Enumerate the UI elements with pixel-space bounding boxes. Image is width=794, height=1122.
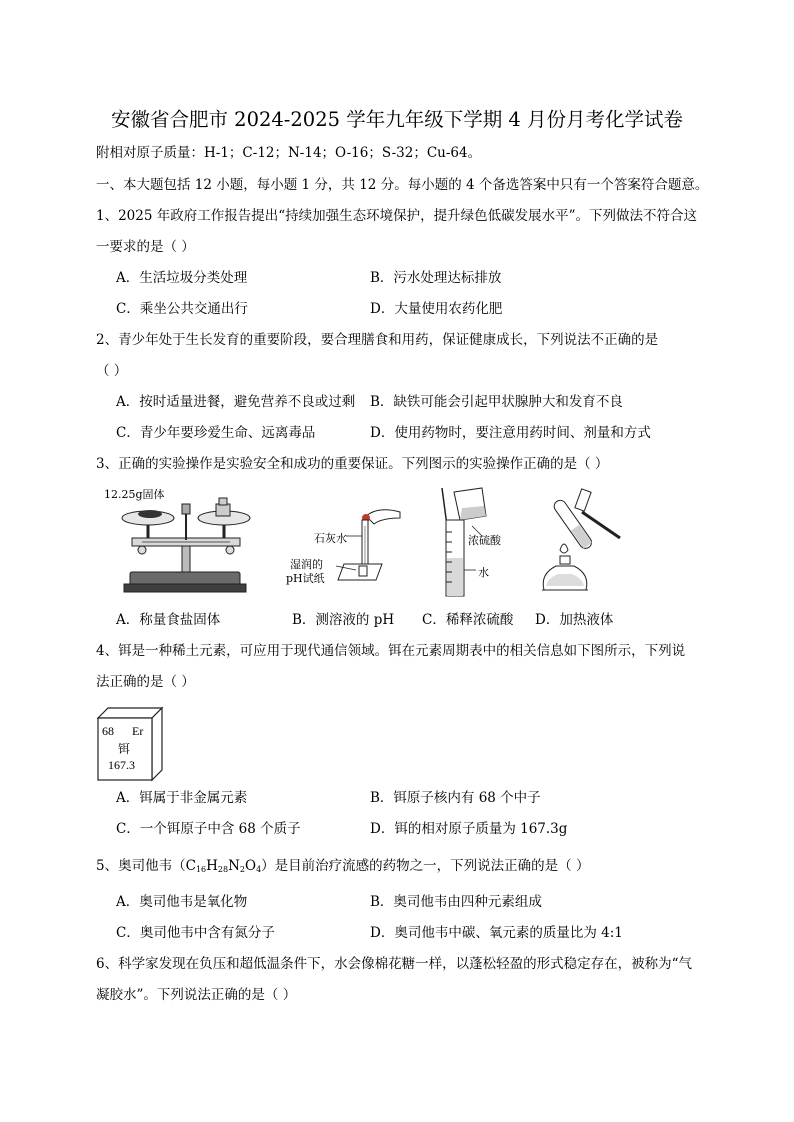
q1-option-a: A．生活垃圾分类处理 (116, 270, 248, 286)
q1-stem-line2: 一要求的是（ ） (96, 239, 195, 255)
balance-illustration (102, 486, 262, 596)
q5-stem-suffix: ）是目前治疗流感的药物之一，下列说法正确的是（ ） (261, 858, 590, 874)
q5-stem-prefix: 5、奥司他韦（ (96, 858, 186, 874)
heating-illustration (534, 486, 624, 598)
formula-n-sub: 2 (239, 865, 245, 874)
q5-option-a: A．奥司他韦是氧化物 (116, 894, 248, 910)
q1-stem-line1: 1、2025 年政府工作报告提出“持续加强生态环境保护，提升绿色低碳发展水平”。下列做法不符合这 (96, 208, 698, 224)
element-name: 铒 (118, 742, 131, 756)
q3-option-c: C．稀释浓硫酸 (422, 612, 514, 628)
q1-option-d: D．大量使用农药化肥 (370, 301, 503, 317)
wet-label: 湿润的 (290, 558, 323, 571)
q2-stem-line2: （ ） (96, 363, 128, 379)
q3-option-d: D．加热液体 (535, 612, 614, 628)
ph-test-figure (282, 494, 412, 590)
q4-option-a: A．铒属于非金属元素 (116, 790, 248, 806)
ph-paper-label: pH试纸 (286, 572, 325, 585)
q3-option-b: B．测溶液的 pH (292, 612, 395, 628)
element-symbol: Er (132, 724, 144, 738)
q2-option-b: B．缺铁可能会引起甲状腺肿大和发育不良 (370, 394, 623, 410)
q2-option-a: A．按时适量进餐，避免营养不良或过剩 (116, 394, 356, 410)
q6-stem-line1: 6、科学家发现在负压和超低温条件下，水会像棉花糖一样，以蓬松轻盈的形式稳定存在，被称为“气 (96, 956, 692, 972)
formula-n: N (228, 858, 240, 874)
q3-option-a: A．称量食盐固体 (116, 612, 221, 628)
q5-option-d: D．奥司他韦中碳、氧元素的质量比为 4:1 (370, 925, 623, 941)
formula-c-sub: 16 (195, 865, 207, 874)
q5-stem-line1 (96, 857, 589, 879)
heating-figure (534, 486, 624, 598)
formula-o-sub: 4 (256, 865, 262, 874)
q4-option-d: D．铒的相对原子质量为 167.3g (370, 821, 568, 837)
element-mass: 167.3 (108, 758, 135, 772)
q1-option-b: B．污水处理达标排放 (370, 270, 502, 286)
water-label: 水 (478, 566, 489, 579)
q2-option-c: C．青少年要珍爱生命、远离毒品 (116, 425, 316, 441)
balance-label: 12.25g固体 (104, 488, 165, 501)
limewater-label: 石灰水 (314, 532, 347, 545)
q5-option-c: C．奥司他韦中含有氮分子 (116, 925, 275, 941)
q4-option-b: B．铒原子核内有 68 个中子 (370, 790, 541, 806)
formula-h: H (206, 858, 218, 874)
q6-stem-line2: 凝胶水”。下列说法正确的是（ ） (96, 987, 297, 1003)
q1-option-c: C．乘坐公共交通出行 (116, 301, 248, 317)
formula-h-sub: 28 (217, 865, 229, 874)
element-number: 68 (102, 724, 114, 738)
q2-option-d: D．使用药物时，要注意用药时间、剂量和方式 (370, 425, 651, 441)
formula-c: C (185, 858, 196, 874)
formula-o: O (245, 858, 257, 874)
dilution-figure (432, 486, 522, 602)
q4-stem-line1: 4、铒是一种稀土元素，可应用于现代通信领域。铒在元素周期表中的相关信息如下图所示，下列说 (96, 643, 686, 659)
q2-stem-line1: 2、青少年处于生长发育的重要阶段，要合理膳食和用药，保证健康成长，下列说法不正确的是 (96, 332, 659, 348)
section-heading: 一、本大题包括 12 小题，每小题 1 分，共 12 分。每小题的 4 个备选答案中只有一个答案符合题意。 (96, 177, 709, 193)
q5-option-b: B．奥司他韦由四种元素组成 (370, 894, 542, 910)
acid-label: 浓硫酸 (468, 534, 501, 547)
element-card (96, 706, 162, 776)
q3-stem-line1: 3、正确的实验操作是实验安全和成功的重要保证。下列图示的实验操作正确的是（ ） (96, 456, 609, 472)
q4-stem-line2: 法正确的是（ ） (96, 674, 195, 690)
atomic-mass-note: 附相对原子质量：H-1；C-12；N-14；O-16；S-32；Cu-64。 (96, 145, 482, 161)
exam-title: 安徽省合肥市 2024-2025 学年九年级下学期 4 月份月考化学试卷 (110, 108, 684, 131)
q4-option-c: C．一个铒原子中含 68 个质子 (116, 821, 301, 837)
balance-figure (102, 486, 262, 596)
